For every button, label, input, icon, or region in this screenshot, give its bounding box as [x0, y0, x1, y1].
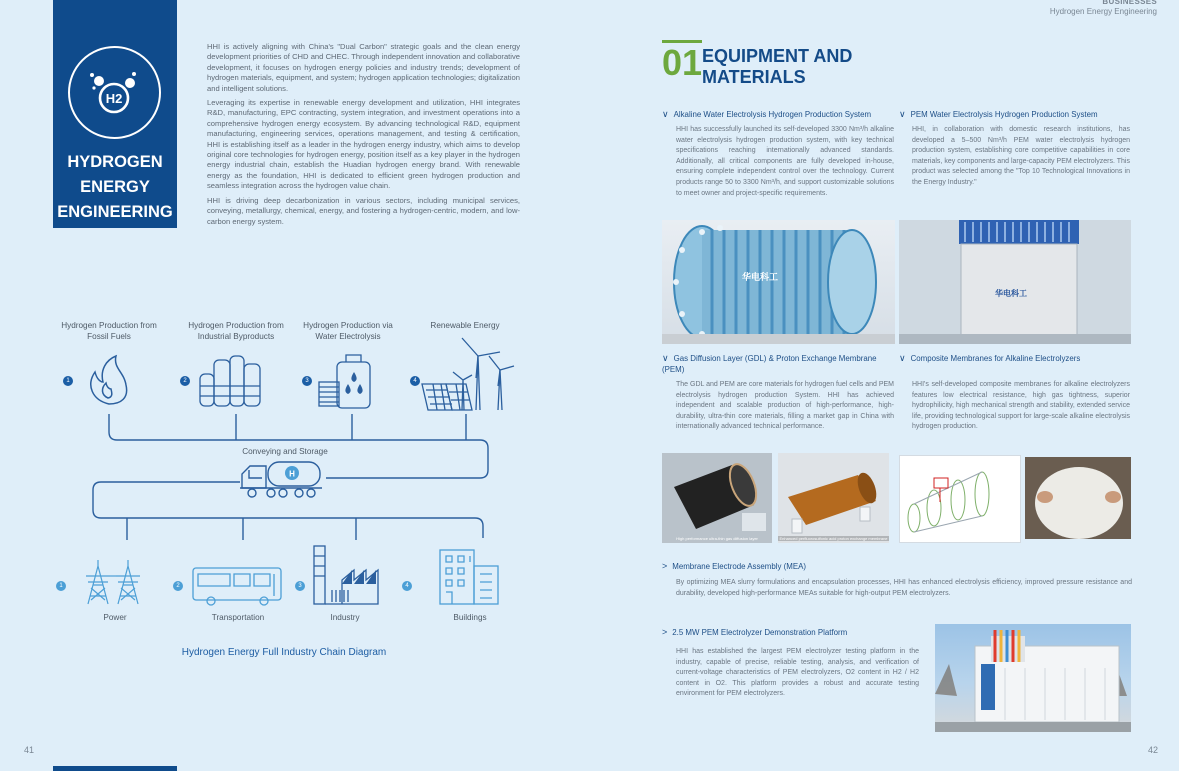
storage-tanks-icon [200, 356, 260, 406]
subheading-pem-system [899, 109, 1139, 121]
source-label: Renewable Energy [430, 321, 500, 330]
paragraph-gdl: The GDL and PEM are core materials for hydrogen fuel cells and PEM electrolysis hydrogen production System. HHI has achieved independent and scalable production of high-performance, high-durability, ultra-thin core materials, filling a market gap in China with internationally advanced technical performance. [676, 381, 895, 431]
step-number: 3 [302, 376, 312, 386]
proton-exchange-membrane-photo [778, 453, 889, 543]
section-title-line: EQUIPMENT AND [702, 46, 853, 66]
subheading-platform [662, 627, 922, 639]
bus-icon [193, 568, 281, 605]
page-number-left: 41 [24, 745, 35, 755]
footer-bar [53, 766, 177, 771]
subheading-text: Membrane Electrode Assembly (MEA) [672, 562, 807, 571]
use-label: Industry [330, 613, 360, 622]
wind-solar-icon [422, 338, 514, 410]
gdl-photo-caption: High performance ultra-thin gas diffusion layer [676, 536, 758, 541]
chevron-down-icon: ∨ [899, 353, 906, 363]
chevron-down-icon: ∨ [662, 109, 669, 119]
diagram-caption: Hydrogen Energy Full Industry Chain Diagram [181, 647, 387, 658]
step-number: 4 [402, 581, 412, 591]
composite-membrane-diagram [899, 455, 1021, 543]
chevron-right-icon: > [662, 627, 668, 637]
intro-paragraph: HHI is actively aligning with China's "Dual Carbon" strategic goals and the clean energy development priorities of CHD and CHEC. Through independent innovation and collaborative development, it focuses on hydrogen energy policies and industry trends; development of hydrogen materials, equipment, and system; hydrogen application technologies; digitalization and intelligent solutions. [207, 42, 520, 93]
subheading-gdl [662, 353, 892, 375]
intro-paragraph: Leveraging its expertise in renewable energy development and utilization, HHI integrates R&D, manufacturing, EPC contracting, system integration, and investment operations into a comprehensive hydrogen energy ecosystem. By advancing technological R&D, equipment manufacturing, engineering services, operations management, and testing & certification, HHI is establishing itself as a leader in the hydrogen energy industry, which aims to develop original core technologies for hydrogen energy, position itself as a key player in the hydrogen energy industrial chain, establish the Huadian hydrogen energy brand. With renewable energy as the foundation, HHI is dedicated to efficient green hydrogen production and seamless integration across the hydrogen value chain. [207, 98, 520, 191]
use-label: Buildings [453, 613, 487, 622]
chevron-down-icon: ∨ [899, 109, 906, 119]
step-number: 4 [410, 376, 420, 386]
alkaline-electrolyzer-photo [662, 220, 895, 344]
title-line: HYDROGEN [67, 153, 163, 171]
truck-badge-text: H [289, 469, 295, 479]
source-label: Hydrogen Production via Water Electrolysis [303, 321, 393, 341]
step-number: 1 [56, 581, 66, 591]
chevron-right-icon: > [662, 561, 668, 571]
chevron-down-icon: ∨ [662, 353, 669, 363]
header-section: BUSINESSES [1102, 0, 1157, 6]
conveying-label: Conveying and Storage [242, 447, 328, 456]
pem-photo-caption: Enhanced perfluorosulfonic acid proton exchange membrane [779, 536, 888, 541]
pem-photo-logo: 华电科工 [995, 289, 1027, 298]
hydrogen-truck-icon [240, 462, 322, 497]
page-header [1050, 0, 1157, 17]
paragraph-composite: HHI's self-developed composite membranes for alkaline electrolyzers features low electrical resistance, high gas tightness, superior hydrophilicity, high mechanical strength and stability, extended service life, providing technological support for large-scale alkaline electrolysis hydrogen production. [912, 381, 1130, 431]
section-title [702, 46, 852, 88]
step-number: 3 [295, 581, 305, 591]
step-number: 1 [63, 376, 73, 386]
use-label: Transportation [211, 613, 265, 622]
h2-icon-text: H2 [105, 91, 123, 106]
subheading-text: PEM Water Electrolysis Hydrogen Production System [910, 110, 1098, 119]
step-number: 2 [173, 581, 183, 591]
electrolyzer-icon [319, 355, 370, 408]
use-label: Power [103, 613, 127, 622]
subheading-text: Alkaline Water Electrolysis Hydrogen Production System [673, 110, 872, 119]
paragraph-pem-system: HHI, in collaboration with domestic research institutions, has developed a 5–500 Nm³/h PEM water electrolysis hydrogen production system, establishing core competitive capabilities in core materials, key components and large-capacity PEM electrolyzers. This product was selected among the "Top 10 Technological Innovations in the Energy Industry." [912, 126, 1130, 186]
gas-diffusion-layer-photo [662, 453, 772, 543]
membrane-sample-photo [1025, 457, 1131, 539]
power-pylon-icon [86, 560, 140, 604]
title-line: ENERGY [80, 178, 150, 196]
paragraph-mea: By optimizing MEA slurry formulations and encapsulation processes, HHI has enhanced electrolysis efficiency, improved pressure resistance and durability, developed high-performance MEAs suitable for high-output PEM electrolyzers. [676, 579, 1132, 597]
source-label: Hydrogen Production from Industrial Byproducts [188, 321, 284, 341]
industry-chain-diagram [0, 0, 560, 771]
paragraph-alkaline: HHI has successfully launched its self-developed 3300 Nm³/h alkaline water electrolysis hydrogen production system, with key technical specifications reaching internationally advanced standards. Additionally, all critical components are fully developed in-house, ensuring complete independent control over the technology. Current products range 50 to 3300 Nm³/h, and support customizable solutions to meet owner and project-specific requirements. [676, 126, 894, 197]
subheading-mea [662, 561, 1062, 573]
subheading-alkaline [662, 109, 892, 121]
header-subsection: Hydrogen Energy Engineering [1049, 7, 1157, 16]
title-line: ENGINEERING [57, 203, 173, 221]
step-number: 2 [180, 376, 190, 386]
source-label: Hydrogen Production from Fossil Fuels [61, 321, 157, 341]
section-title-line: MATERIALS [702, 67, 806, 87]
subheading-composite [899, 353, 1139, 365]
intro-paragraph: HHI is driving deep decarbonization in various sectors, including municipal services, conveying, metallurgy, chemical, energy, and fostering a hydrogen-centric, modern, and low-carbon energy system. [207, 195, 520, 226]
factory-icon [314, 546, 378, 604]
alkaline-photo-logo: 华电科工 [742, 272, 779, 282]
section-number: 01 [662, 42, 703, 83]
subheading-text: Gas Diffusion Layer (GDL) & Proton Exchange Membrane (PEM) [662, 354, 877, 374]
buildings-icon [440, 550, 498, 604]
subheading-text: Composite Membranes for Alkaline Electrolyzers [910, 354, 1081, 363]
demonstration-platform-photo [935, 624, 1131, 732]
pem-electrolyzer-photo [899, 220, 1131, 344]
flame-icon [91, 356, 127, 404]
paragraph-platform: HHI has established the largest PEM electrolyzer testing platform in the industry, capable of precise, reliable testing, analysis, and verification of current-voltage characteristics of PEM electrolyzers, O2 content in H2 / H2 content in O2. This platform provides a robust and accurate testing environment for PEM electrolyzers. [676, 648, 919, 698]
page-number-right: 42 [1148, 745, 1159, 755]
subheading-text: 2.5 MW PEM Electrolyzer Demonstration Platform [672, 628, 848, 637]
